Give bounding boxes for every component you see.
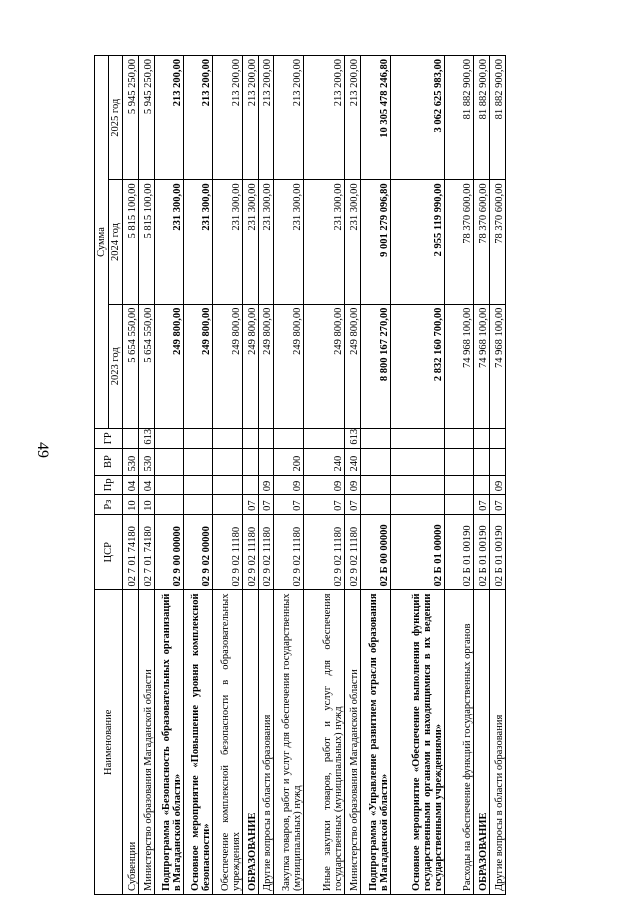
cell-pr: 09 (345, 475, 361, 495)
cell-pr: 04 (123, 475, 139, 495)
cell-vr (474, 448, 490, 475)
cell-v2024: 78 370 600,00 (490, 180, 506, 304)
cell-v2024: 231 300,00 (274, 180, 303, 304)
cell-v2024: 231 300,00 (345, 180, 361, 304)
cell-vr (242, 448, 258, 475)
table-row (154, 56, 183, 895)
cell-v2024: 78 370 600,00 (474, 180, 490, 304)
cell-v2024: 5 815 100,00 (138, 180, 154, 304)
cell-gr (183, 428, 212, 448)
header-gr: ГР (95, 428, 123, 448)
table-row (490, 56, 506, 895)
cell-csr: 02 Б 01 00190 (490, 514, 506, 590)
cell-csr: 02 9 02 00000 (183, 514, 212, 590)
cell-name: ОБРАЗОВАНИЕ (474, 590, 490, 895)
cell-rz (213, 495, 242, 515)
cell-v2023: 249 800,00 (258, 304, 274, 428)
budget-table (94, 55, 506, 895)
cell-gr (303, 428, 345, 448)
cell-gr (154, 428, 183, 448)
cell-name: Подпрограмма «Безопасность образовательных организаций в Магаданской области» (154, 590, 183, 895)
cell-name: Основное мероприятие «Обеспечение выполнения функций государственными органами и находящимися в их ведении государственными учреждениями» (390, 590, 444, 895)
cell-v2023: 74 968 100,00 (444, 304, 473, 428)
cell-v2025: 213 200,00 (242, 56, 258, 180)
cell-v2025: 5 945 250,00 (138, 56, 154, 180)
table-row (361, 56, 390, 895)
cell-pr: 09 (274, 475, 303, 495)
cell-vr (490, 448, 506, 475)
cell-rz (390, 495, 444, 515)
cell-name: Обеспечение комплексной безопасности в образовательных учреждениях (213, 590, 242, 895)
table-row (474, 56, 490, 895)
cell-pr (183, 475, 212, 495)
cell-pr (444, 475, 473, 495)
cell-v2023: 74 968 100,00 (474, 304, 490, 428)
cell-v2023: 2 832 160 700,00 (390, 304, 444, 428)
table-row (345, 56, 361, 895)
table-body (123, 56, 506, 895)
cell-gr (258, 428, 274, 448)
table-row (242, 56, 258, 895)
cell-v2023: 249 800,00 (183, 304, 212, 428)
cell-pr (242, 475, 258, 495)
table-row (390, 56, 444, 895)
cell-v2025: 10 305 478 246,80 (361, 56, 390, 180)
cell-v2025: 81 882 900,00 (444, 56, 473, 180)
cell-v2025: 213 200,00 (303, 56, 345, 180)
table-row (183, 56, 212, 895)
cell-rz: 07 (274, 495, 303, 515)
cell-name: Основное мероприятие «Повышение уровня комплексной безопасности» (183, 590, 212, 895)
cell-rz (183, 495, 212, 515)
cell-v2025: 213 200,00 (258, 56, 274, 180)
cell-v2024: 78 370 600,00 (444, 180, 473, 304)
cell-gr (474, 428, 490, 448)
cell-v2025: 3 062 625 983,00 (390, 56, 444, 180)
cell-v2024: 231 300,00 (154, 180, 183, 304)
header-year-2023: 2023 год (109, 304, 123, 428)
header-name: Наименование (95, 590, 123, 895)
cell-pr: 09 (258, 475, 274, 495)
cell-pr (474, 475, 490, 495)
cell-pr: 04 (138, 475, 154, 495)
cell-name: Иные закупки товаров, работ и услуг для обеспечения государственных (муниципальных) нужд (303, 590, 345, 895)
cell-csr: 02 Б 01 00190 (474, 514, 490, 590)
cell-v2025: 213 200,00 (183, 56, 212, 180)
table-row (444, 56, 473, 895)
cell-vr: 200 (274, 448, 303, 475)
cell-pr (390, 475, 444, 495)
cell-pr: 09 (303, 475, 345, 495)
cell-v2023: 249 800,00 (154, 304, 183, 428)
cell-vr: 530 (138, 448, 154, 475)
cell-v2023: 5 654 550,00 (138, 304, 154, 428)
cell-rz (154, 495, 183, 515)
page-number: 49 (34, 442, 51, 458)
cell-rz: 10 (138, 495, 154, 515)
table-row (258, 56, 274, 895)
cell-pr (154, 475, 183, 495)
cell-v2024: 5 815 100,00 (123, 180, 139, 304)
cell-v2025: 213 200,00 (274, 56, 303, 180)
cell-csr: 02 Б 01 00000 (390, 514, 444, 590)
cell-v2025: 213 200,00 (345, 56, 361, 180)
cell-csr: 02 9 02 11180 (345, 514, 361, 590)
cell-vr: 240 (303, 448, 345, 475)
cell-name: Другие вопросы в области образования (258, 590, 274, 895)
cell-gr (123, 428, 139, 448)
header-vr: ВР (95, 448, 123, 475)
cell-csr: 02 7 01 74180 (123, 514, 139, 590)
cell-csr: 02 9 02 11180 (303, 514, 345, 590)
rotated-table-wrapper (94, 55, 506, 895)
cell-csr: 02 Б 01 00190 (444, 514, 473, 590)
cell-rz: 07 (490, 495, 506, 515)
cell-vr (361, 448, 390, 475)
cell-pr (361, 475, 390, 495)
cell-v2025: 81 882 900,00 (490, 56, 506, 180)
cell-v2025: 81 882 900,00 (474, 56, 490, 180)
cell-v2025: 213 200,00 (154, 56, 183, 180)
cell-csr: 02 9 00 00000 (154, 514, 183, 590)
cell-name: Министерство образования Магаданской области (138, 590, 154, 895)
cell-v2025: 5 945 250,00 (123, 56, 139, 180)
cell-gr (213, 428, 242, 448)
cell-v2023: 249 800,00 (213, 304, 242, 428)
header-rz: Рз (95, 495, 123, 515)
cell-gr (274, 428, 303, 448)
cell-rz (444, 495, 473, 515)
cell-rz: 07 (345, 495, 361, 515)
cell-csr: 02 9 02 11180 (274, 514, 303, 590)
cell-v2024: 231 300,00 (303, 180, 345, 304)
cell-rz (361, 495, 390, 515)
cell-gr (444, 428, 473, 448)
cell-v2024: 9 001 279 096,80 (361, 180, 390, 304)
cell-v2023: 249 800,00 (345, 304, 361, 428)
cell-gr (390, 428, 444, 448)
header-csr: ЦСР (95, 514, 123, 590)
cell-v2023: 74 968 100,00 (490, 304, 506, 428)
cell-name: Другие вопросы в области образования (490, 590, 506, 895)
cell-gr: 613 (345, 428, 361, 448)
cell-v2023: 8 800 167 270,00 (361, 304, 390, 428)
cell-vr (154, 448, 183, 475)
cell-gr (361, 428, 390, 448)
header-year-2025: 2025 год (109, 56, 123, 180)
cell-rz: 10 (123, 495, 139, 515)
cell-v2023: 249 800,00 (274, 304, 303, 428)
cell-v2024: 2 955 119 990,00 (390, 180, 444, 304)
cell-pr (213, 475, 242, 495)
cell-csr: 02 7 01 74180 (138, 514, 154, 590)
header-sum: Сумма (95, 56, 109, 429)
cell-gr: 613 (138, 428, 154, 448)
cell-name: Субвенции (123, 590, 139, 895)
cell-vr (183, 448, 212, 475)
table-row (138, 56, 154, 895)
cell-v2025: 213 200,00 (213, 56, 242, 180)
cell-v2023: 249 800,00 (303, 304, 345, 428)
cell-vr (444, 448, 473, 475)
table-row (303, 56, 345, 895)
cell-name: Закупка товаров, работ и услуг для обеспечения государственных (муниципальных) нужд (274, 590, 303, 895)
header-pr: Пр (95, 475, 123, 495)
cell-name: Министерство образования Магаданской области (345, 590, 361, 895)
cell-vr (258, 448, 274, 475)
cell-name: Расходы на обеспечение функций государственных органов (444, 590, 473, 895)
cell-csr: 02 Б 00 00000 (361, 514, 390, 590)
cell-v2024: 231 300,00 (183, 180, 212, 304)
cell-v2024: 231 300,00 (242, 180, 258, 304)
cell-name: Подпрограмма «Управление развитием отрасли образования в Магаданской области» (361, 590, 390, 895)
cell-csr: 02 9 02 11180 (213, 514, 242, 590)
cell-rz: 07 (258, 495, 274, 515)
cell-csr: 02 9 02 11180 (258, 514, 274, 590)
cell-v2024: 231 300,00 (258, 180, 274, 304)
table-row (213, 56, 242, 895)
cell-vr: 240 (345, 448, 361, 475)
cell-gr (490, 428, 506, 448)
cell-rz: 07 (474, 495, 490, 515)
cell-v2023: 5 654 550,00 (123, 304, 139, 428)
cell-name: ОБРАЗОВАНИЕ (242, 590, 258, 895)
table-row (123, 56, 139, 895)
cell-v2024: 231 300,00 (213, 180, 242, 304)
cell-pr: 09 (490, 475, 506, 495)
table-row (274, 56, 303, 895)
cell-vr: 530 (123, 448, 139, 475)
cell-vr (390, 448, 444, 475)
header-year-2024: 2024 год (109, 180, 123, 304)
cell-rz: 07 (242, 495, 258, 515)
cell-rz: 07 (303, 495, 345, 515)
cell-vr (213, 448, 242, 475)
cell-csr: 02 9 02 11180 (242, 514, 258, 590)
cell-gr (242, 428, 258, 448)
cell-v2023: 249 800,00 (242, 304, 258, 428)
